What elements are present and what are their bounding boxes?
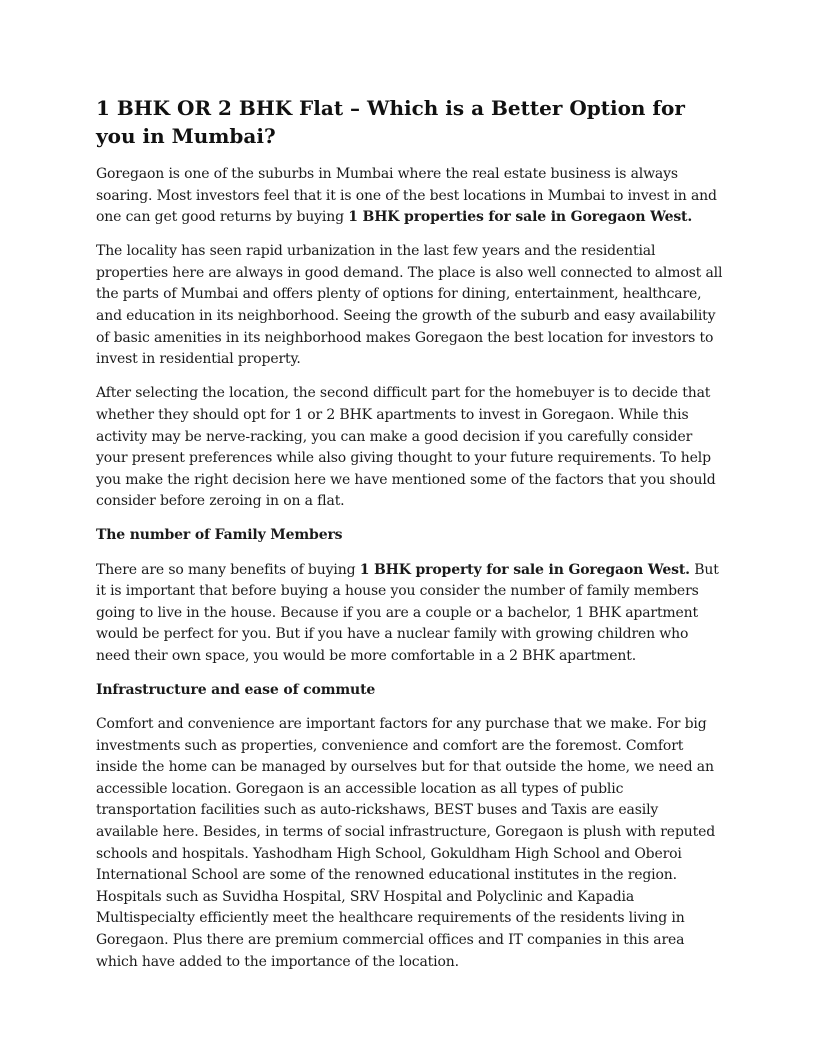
- paragraph-family: [96, 560, 724, 668]
- paragraph-intro: [96, 164, 724, 229]
- paragraph-selection: After selecting the location, the second difficult part for the homebuyer is to decide that whether they should opt for 1 or 2 BHK apartments to invest in Goregaon. While this activity may be nerve-racking, you can make a good decision if you carefully consider your present preferences while also giving thought to your future requirements. To help you make the right decision here we have mentioned some of the factors that you should consider before zeroing in on a flat.: [96, 385, 716, 510]
- paragraph-intro-bold: 1 BHK properties for sale in Goregaon West.: [348, 209, 693, 226]
- paragraph-locality: The locality has seen rapid urbanization in the last few years and the residential properties here are always in good demand. The place is also well connected to almost all the parts of Mumbai and offers plenty of options for dining, entertainment, healthcare, and education in its neighborhood. Seeing the growth of the suburb and easy availability of basic amenities in its neighborhood makes Goregaon the best location for investors to invest in residential property.: [96, 243, 723, 368]
- document-page: [96, 94, 724, 986]
- paragraph-family-text-after: But it is important that before buying a house you consider the number of family members going to live in the house. Because if you are a couple or a bachelor, 1 BHK apartment would be perfect for you. But if you have a nuclear family with growing children who need their own space, you would be more comfortable in a 2 BHK apartment.: [96, 561, 719, 664]
- paragraph-intro-text: Goregaon is one of the suburbs in Mumbai where the real estate business is always soaring. Most investors feel that it is one of the best locations in Mumbai to invest in and one can get good returns by buying: [96, 166, 717, 226]
- paragraph-infrastructure: Comfort and convenience are important factors for any purchase that we make. For big investments such as properties, convenience and comfort are the foremost. Comfort inside the home can be managed by ourselves but for that outside the home, we need an accessible location. Goregaon is an accessible location as all types of public transportation facilities such as auto-rickshaws, BEST buses and Taxis are easily available here. Besides, in terms of social infrastructure, Goregaon is plush with reputed schools and hospitals. Yashodham High School, Gokuldham High School and Oberoi International School are some of the renowned educational institutes in the region. Hospitals such as Suvidha Hospital, SRV Hospital and Polyclinic and Kapadia Multispecialty efficiently meet the healthcare requirements of the residents living in Goregaon. Plus there are premium commercial offices and IT companies in this area which have added to the importance of the location.: [96, 716, 716, 970]
- section-heading-family: The number of Family Members: [96, 527, 343, 544]
- document-title: 1 BHK OR 2 BHK Flat – Which is a Better Option for you in Mumbai?: [96, 96, 685, 148]
- paragraph-family-text-before: There are so many benefits of buying: [96, 561, 360, 578]
- paragraph-family-bold: 1 BHK property for sale in Goregaon West.: [359, 561, 690, 578]
- section-heading-infrastructure: Infrastructure and ease of commute: [96, 681, 376, 698]
